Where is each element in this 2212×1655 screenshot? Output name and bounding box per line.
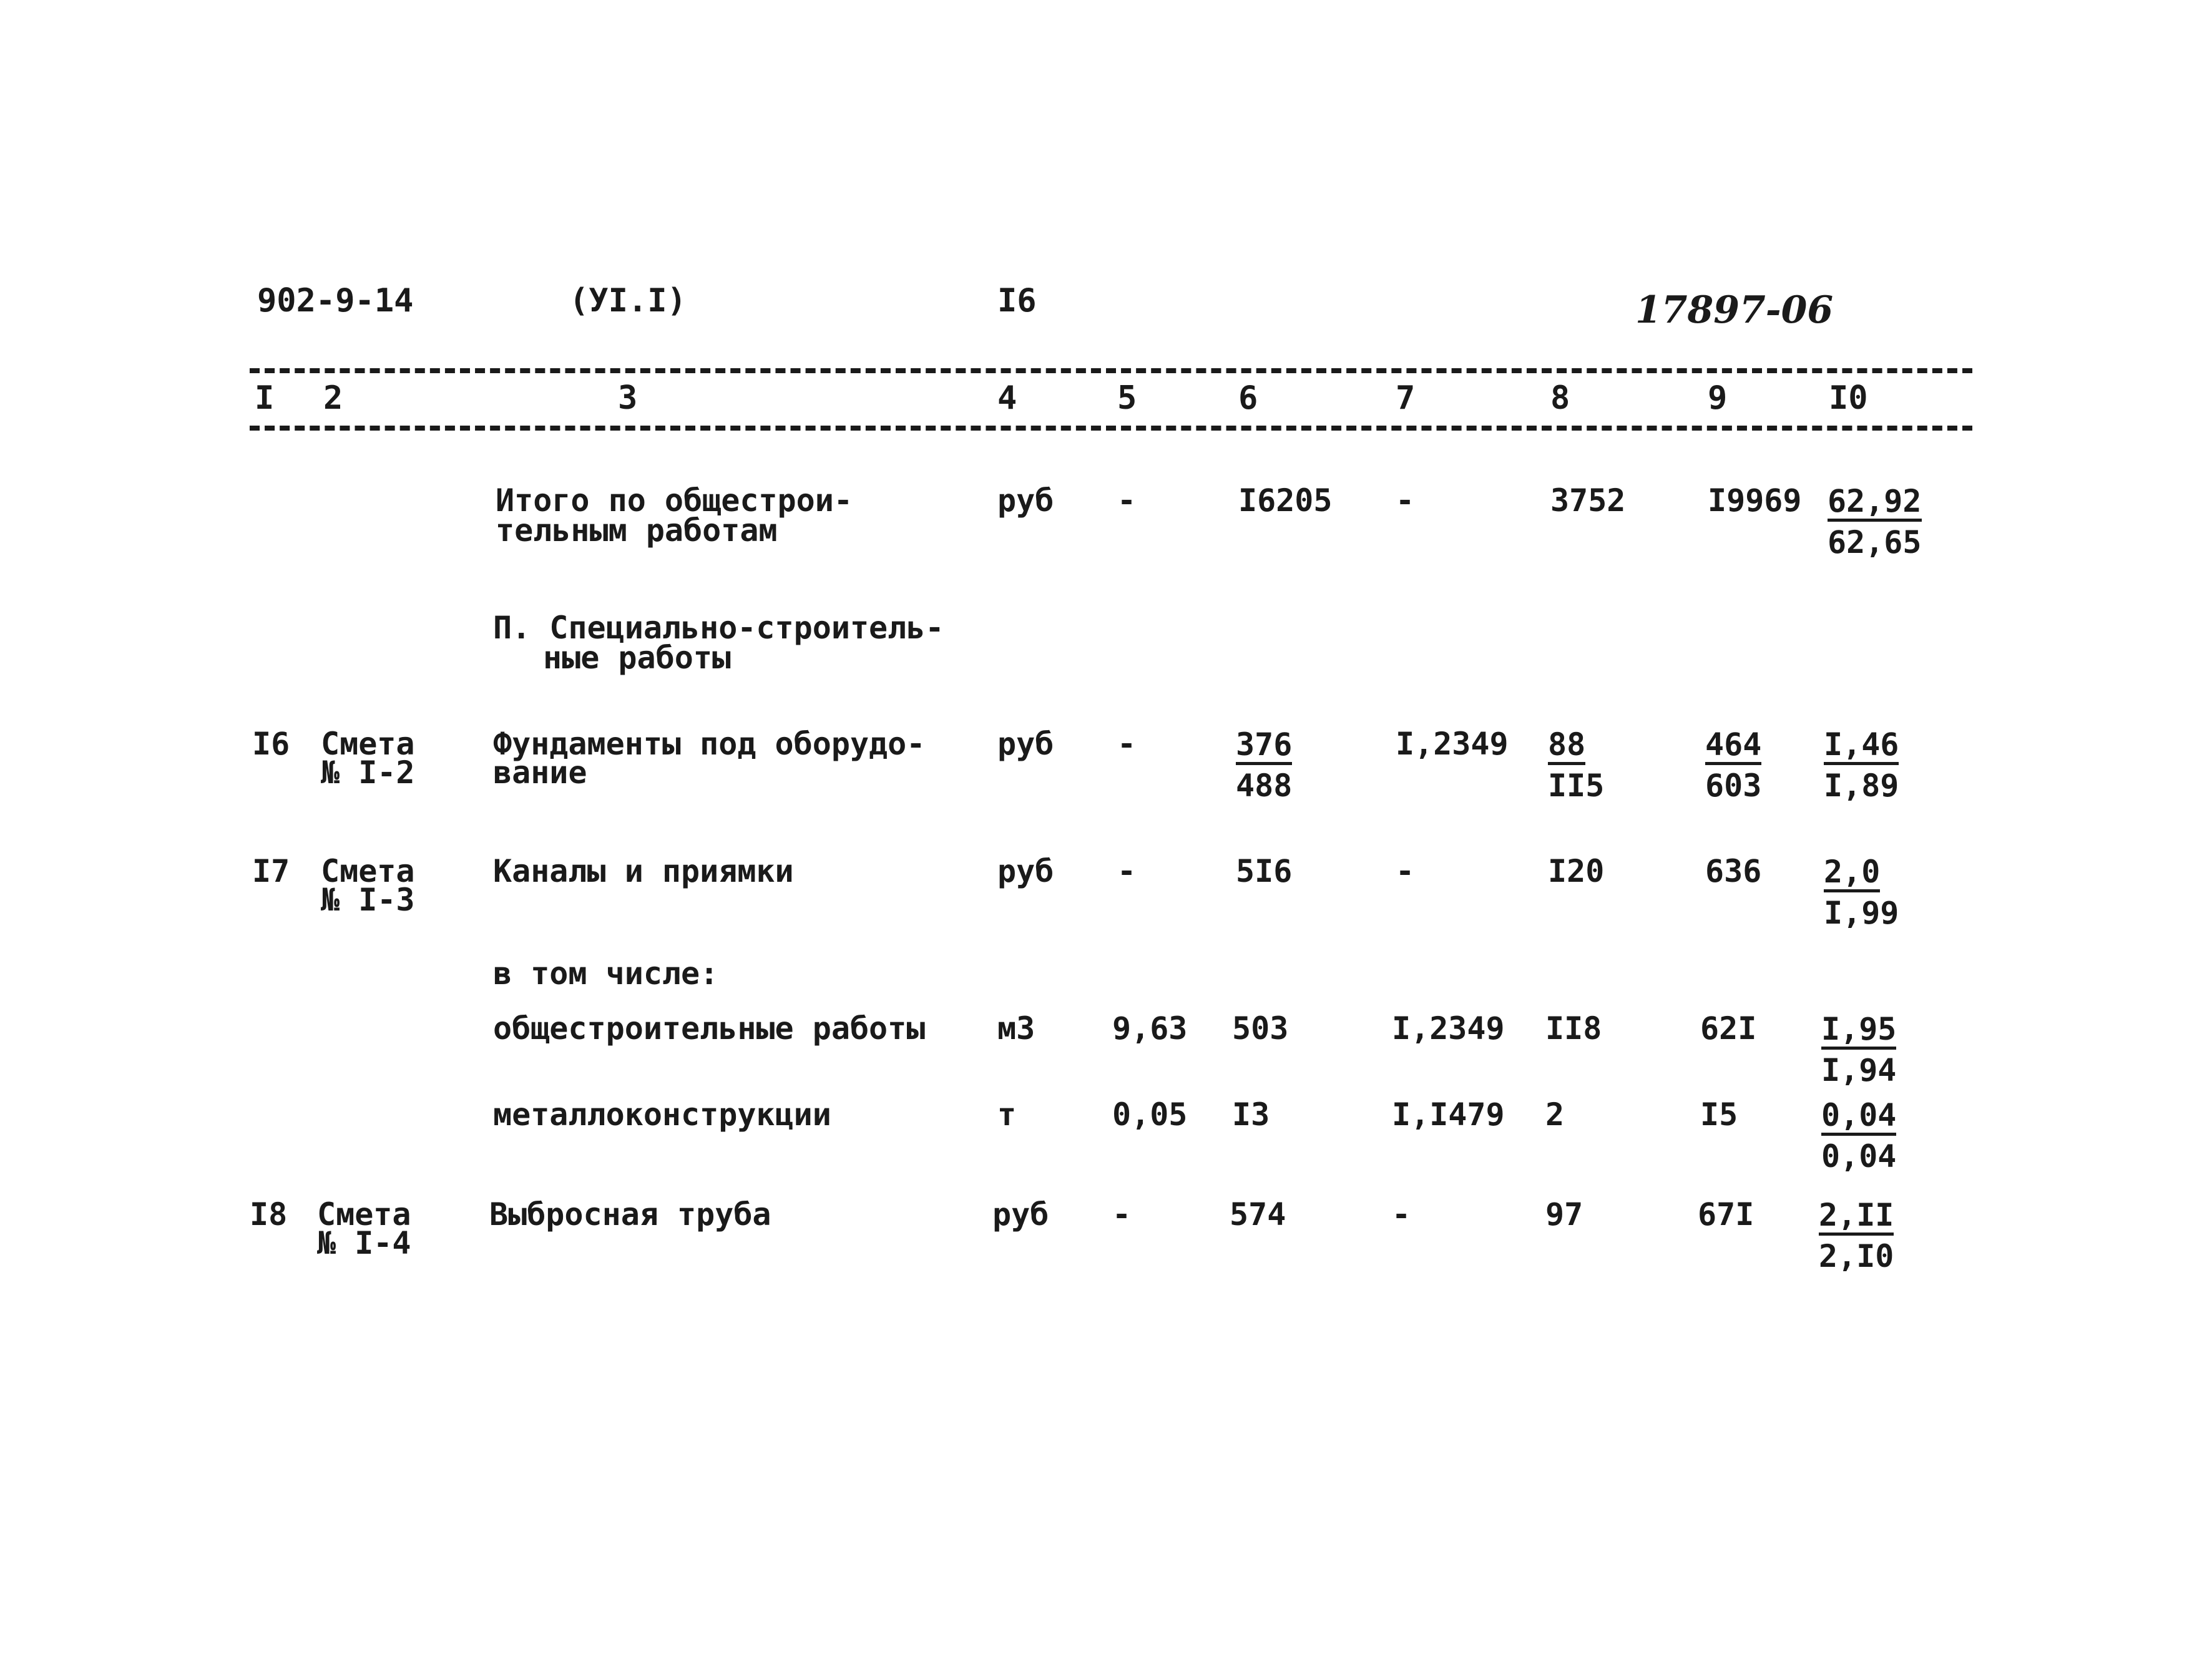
row-unit: руб [997, 726, 1054, 762]
fraction-numerator: I,46 [1824, 727, 1899, 765]
row-col10-fraction [1819, 1194, 1894, 1277]
row-col7: - [1396, 853, 1415, 889]
row-col9: 67I [1698, 1196, 1754, 1233]
row-col8-fraction [1548, 724, 1604, 806]
including-label: в том числе: [493, 955, 719, 992]
row-col8: I20 [1548, 853, 1605, 889]
col-header-7: 7 [1396, 379, 1416, 417]
row-description: Выбросная труба [489, 1196, 771, 1233]
row-col9: 62I [1700, 1010, 1757, 1047]
row-col7: I,2349 [1396, 726, 1509, 762]
fraction-numerator: 2,0 [1824, 854, 1880, 892]
estimate-ref-line2: № I-2 [321, 754, 415, 791]
row-number: I8 [250, 1196, 288, 1233]
row-unit: руб [997, 853, 1054, 889]
row-description: металлоконструкции [493, 1096, 831, 1133]
row-col9: I5 [1700, 1096, 1738, 1133]
col-header-4: 4 [997, 379, 1017, 417]
row-unit: руб [997, 482, 1054, 519]
fraction-numerator: 88 [1548, 727, 1585, 765]
row-col7: - [1396, 482, 1415, 519]
row-col8: II8 [1545, 1010, 1602, 1047]
row-col10-fraction [1828, 481, 1922, 563]
row-unit: руб [992, 1196, 1049, 1233]
row-col6: 503 [1232, 1010, 1289, 1047]
header-rule-bottom [250, 426, 1972, 431]
row-col9: 636 [1705, 853, 1762, 889]
row-col6: 574 [1230, 1196, 1286, 1233]
estimate-ref-line2: № I-3 [321, 882, 415, 918]
row-col9-fraction [1705, 724, 1761, 806]
fraction-denominator: 0,04 [1821, 1138, 1897, 1174]
fraction-numerator: 376 [1236, 727, 1292, 765]
row-number: I7 [252, 853, 290, 889]
row-col8: 2 [1545, 1096, 1565, 1133]
row-col10-fraction [1821, 1008, 1896, 1091]
row-col8: 3752 [1550, 482, 1626, 519]
page-number: I6 [997, 282, 1037, 320]
row-description: общестроительные работы [493, 1010, 926, 1047]
document-code: 902-9-14 [257, 282, 414, 320]
row-col6-fraction [1236, 724, 1292, 806]
col-header-5: 5 [1117, 379, 1137, 417]
row-description-line2: тельным работам [496, 512, 778, 549]
col-header-10: I0 [1829, 379, 1868, 417]
fraction-numerator: 2,II [1819, 1198, 1894, 1236]
estimate-ref-line1: Смета [321, 726, 415, 762]
row-qty: 0,05 [1112, 1096, 1188, 1133]
fraction-numerator: 62,92 [1828, 484, 1922, 522]
col-header-2: 2 [323, 379, 343, 417]
section-heading-line2: ные работы [543, 640, 732, 676]
row-col9: I9969 [1708, 482, 1802, 519]
handwritten-number: 17897-06 [1635, 288, 1834, 332]
row-col6: I3 [1232, 1096, 1270, 1133]
row-col10-fraction [1824, 724, 1899, 806]
row-col7: I,I479 [1392, 1096, 1505, 1133]
fraction-denominator: I,89 [1824, 768, 1899, 804]
estimate-ref-line2: № I-4 [317, 1225, 411, 1261]
row-col6: 5I6 [1236, 853, 1293, 889]
row-unit: м3 [997, 1010, 1035, 1047]
row-qty: - [1117, 726, 1137, 762]
row-col7: I,2349 [1392, 1010, 1505, 1047]
fraction-denominator: 603 [1705, 768, 1762, 804]
row-col7: - [1392, 1196, 1411, 1233]
row-col10-fraction [1824, 851, 1899, 934]
col-header-8: 8 [1550, 379, 1570, 417]
row-col6: I6205 [1238, 482, 1333, 519]
row-col8: 97 [1545, 1196, 1583, 1233]
estimate-ref-line1: Смета [321, 853, 415, 889]
row-qty: - [1112, 1196, 1132, 1233]
col-header-1: I [255, 379, 275, 417]
fraction-numerator: I,95 [1821, 1012, 1896, 1050]
row-description-line1: Итого по общестрои- [496, 482, 853, 519]
row-description: Каналы и приямки [493, 853, 794, 889]
row-col10-fraction [1821, 1095, 1896, 1177]
fraction-denominator: 2,I0 [1819, 1238, 1894, 1274]
estimate-ref-line1: Смета [317, 1196, 411, 1233]
row-qty: 9,63 [1112, 1010, 1188, 1047]
fraction-denominator: I,99 [1824, 895, 1899, 931]
row-qty: - [1117, 482, 1137, 519]
header-rule-top [250, 368, 1972, 373]
fraction-denominator: 488 [1236, 768, 1293, 804]
col-header-3: 3 [618, 379, 638, 417]
fraction-denominator: 62,65 [1828, 524, 1922, 560]
fraction-numerator: 0,04 [1821, 1098, 1896, 1136]
row-unit: т [997, 1096, 1017, 1133]
row-qty: - [1117, 853, 1137, 889]
section-heading-line1: П. Специально-строитель- [493, 610, 944, 646]
col-header-9: 9 [1708, 379, 1728, 417]
row-description-line2: вание [493, 754, 587, 791]
row-number: I6 [252, 726, 290, 762]
row-description-line1: Фундаменты под оборудо- [493, 726, 926, 762]
col-header-6: 6 [1238, 379, 1258, 417]
fraction-denominator: II5 [1548, 768, 1605, 804]
fraction-denominator: I,94 [1821, 1052, 1897, 1088]
fraction-numerator: 464 [1705, 727, 1761, 765]
section-code: (УI.I) [569, 282, 687, 320]
